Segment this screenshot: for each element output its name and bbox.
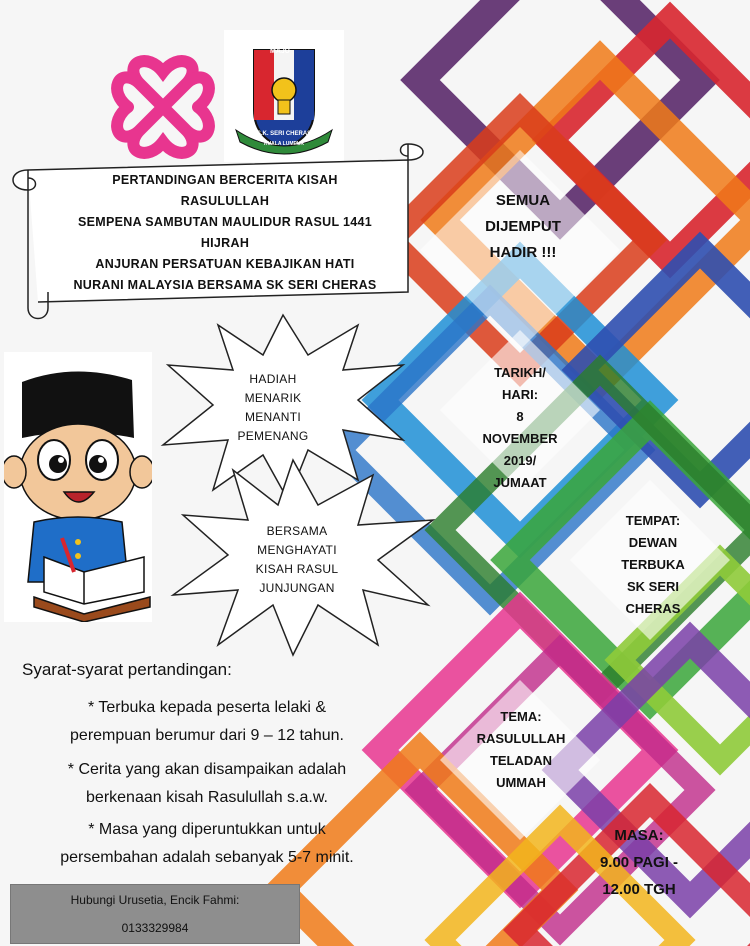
crest-school-name: S.K. SERI CHERAS (256, 131, 312, 137)
rule-line: persembahan adalah sebanyak 5-7 minit. (60, 849, 354, 866)
invite-line: DIJEMPUT (485, 218, 561, 235)
date-line: JUMAAT (493, 475, 547, 490)
title-line: SEMPENA SAMBUTAN MAULIDUR RASUL 1441 (78, 215, 372, 229)
theme-line: TELADAN (489, 753, 553, 768)
burst-line: MENANTI (244, 410, 302, 424)
contact-phone: 0133329984 (121, 921, 189, 935)
invite-line: SEMUA (495, 192, 551, 209)
venue-line: DEWAN (628, 535, 678, 550)
crest-motto: MAJU (270, 48, 290, 55)
burst-line: MENARIK (244, 391, 302, 405)
title-line: RASULULLAH (180, 194, 270, 208)
competition-title (40, 170, 410, 296)
rule-line: perempuan berumur dari 9 – 12 tahun. (70, 727, 344, 744)
burst-line: PEMENANG (237, 429, 309, 443)
contact-box (10, 884, 300, 944)
time-block (574, 822, 704, 903)
venue-line: SK SERI (626, 579, 679, 594)
rule-item (22, 756, 392, 812)
title-line: ANJURAN PERSATUAN KEBAJIKAN HATI (95, 257, 355, 271)
burst-line: KISAH RASUL (255, 562, 339, 576)
date-line: NOVEMBER (482, 431, 558, 446)
contact-label: Hubungi Urusetia, Encik Fahmi: (70, 893, 240, 907)
venue-line: TERBUKA (621, 557, 685, 572)
title-line: HIJRAH (200, 236, 250, 250)
time-line: 12.00 TGH (602, 881, 676, 898)
burst-line: BERSAMA (266, 524, 328, 538)
title-line: NURANI MALAYSIA BERSAMA SK SERI CHERAS (73, 278, 377, 292)
boy-reading-illustration (4, 352, 152, 622)
burst-line: HADIAH (249, 372, 297, 386)
crest-city: KUALA LUMPUR (263, 141, 305, 147)
date-line: 2019/ (503, 453, 537, 468)
theme-line: UMMAH (496, 775, 546, 790)
rule-line: berkenaan kisah Rasulullah s.a.w. (86, 789, 328, 806)
date-line: HARI: (501, 387, 539, 402)
theme-block (456, 706, 586, 794)
venue-block (590, 510, 716, 620)
invite-line: HADIR !!! (489, 244, 557, 261)
appreciation-text (232, 522, 362, 598)
rule-item (22, 816, 392, 872)
rule-line: * Masa yang diperuntukkan untuk (88, 821, 326, 838)
burst-line: JUNJUNGAN (259, 581, 335, 595)
venue-line: TEMPAT: (625, 513, 681, 528)
rule-line: * Terbuka kepada peserta lelaki & (87, 699, 327, 716)
time-line: MASA: (614, 827, 664, 844)
theme-line: TEMA: (500, 709, 542, 724)
title-line: PERTANDINGAN BERCERITA KISAH (112, 173, 338, 187)
date-line: TARIKH/ (494, 365, 546, 380)
time-line: 9.00 PAGI - (599, 854, 679, 871)
date-line: 8 (516, 409, 524, 424)
burst-line: MENGHAYATI (257, 543, 337, 557)
prizes-text (213, 370, 333, 446)
invitation (448, 188, 598, 266)
date-block (455, 362, 585, 494)
rule-line: * Cerita yang akan disampaikan adalah (67, 761, 347, 778)
rules-heading: Syarat-syarat pertandingan: (22, 660, 232, 679)
venue-line: CHERAS (625, 601, 681, 616)
theme-line: RASULULLAH (476, 731, 566, 746)
rule-item (22, 694, 392, 750)
